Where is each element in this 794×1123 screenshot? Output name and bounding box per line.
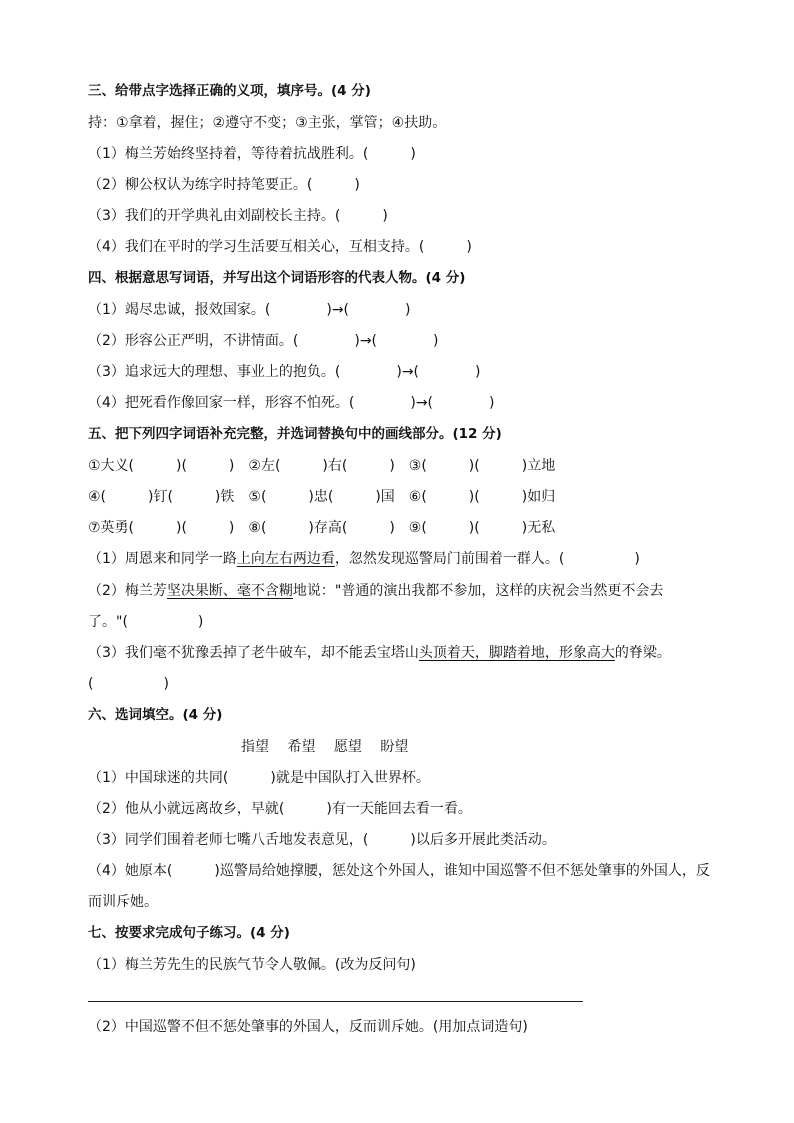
answer-line[interactable] <box>88 1001 583 1002</box>
choice-word-3: 愿望 <box>333 739 362 755</box>
section-7-question-1: （1）梅兰芳先生的民族气节令人敬佩。(改为反问句) <box>88 957 416 973</box>
choice-word-4: 盼望 <box>380 739 409 755</box>
section-6-question-4: （4）她原本( )巡警局给她撑腰，惩处这个外国人，谁知中国巡警不但不惩处肇事的外国人，反 <box>88 863 710 879</box>
section-6-question-2: （2）他从小就远离故乡，早就( )有一天能回去看一看。 <box>88 801 472 817</box>
section-4-question-1: （1）竭尽忠诚，报效国家。( )→( ) <box>88 302 411 318</box>
section-4-question-3: （3）追求远大的理想、事业上的抱负。( )→( ) <box>88 364 481 380</box>
section-5-question-2 <box>88 580 663 602</box>
question-2-suffix: 地说："普通的演出我都不参加，这样的庆祝会当然更不会去 <box>292 583 664 599</box>
section-4-title: 四、根据意思写词语，并写出这个词语形容的代表人物。(4 分) <box>88 270 466 286</box>
section-4-question-2: （2）形容公正严明，不讲情面。( )→( ) <box>88 333 439 349</box>
section-5-question-3-continued: ( ) <box>88 676 169 692</box>
question-3-underlined: 头顶着天，脚踏着地，形象高大 <box>418 645 615 661</box>
section-6-question-3: （3）同学们围着老师七嘴八舌地发表意见，( )以后多开展此类活动。 <box>88 832 556 848</box>
section-6-question-4-continued: 而训斥她。 <box>88 894 158 910</box>
question-1-prefix: （1）周恩来和同学一路 <box>88 551 237 567</box>
section-3-question-4: （4）我们在平时的学习生活要互相关心，互相支持。( ) <box>88 239 472 255</box>
question-2-underlined: 坚决果断、毫不含糊 <box>166 583 293 599</box>
question-3-prefix: （3）我们毫不犹豫丢掉了老牛破车，却不能丢宝塔山 <box>88 645 419 661</box>
section-7-title: 七、按要求完成句子练习。(4 分) <box>88 925 290 941</box>
section-3-question-2: （2）柳公权认为练字时持笔要正。( ) <box>88 177 360 193</box>
section-6-title: 六、选词填空。(4 分) <box>88 707 223 723</box>
section-5-question-2-continued: 了。"( ) <box>88 614 204 630</box>
section-3-question-1: （1）梅兰芳始终坚持着，等待着抗战胜利。( ) <box>88 146 416 162</box>
section-5-idiom-row-3: ⑦英勇( )( ) ⑧( )存高( ) ⑨( )( )无私 <box>88 520 556 536</box>
choice-word-2: 希望 <box>287 739 316 755</box>
section-5-question-3 <box>88 642 671 664</box>
section-6-question-1: （1）中国球迷的共同( )就是中国队打入世界杯。 <box>88 770 430 786</box>
section-3-question-3: （3）我们的开学典礼由刘副校长主持。( ) <box>88 208 388 224</box>
choice-word-1: 指望 <box>241 739 269 755</box>
section-4-question-4: （4）把死看作像回家一样，形容不怕死。( )→( ) <box>88 395 495 411</box>
question-3-suffix: 的脊梁。 <box>614 645 671 661</box>
section-7-question-2: （2）中国巡警不但不惩处肇事的外国人，反而训斥她。(用加点词造句) <box>88 1019 528 1035</box>
section-3-title: 三、给带点字选择正确的义项，填序号。(4 分) <box>88 83 371 99</box>
question-1-underlined: 上向左右两边看 <box>236 551 335 567</box>
question-2-prefix: （2）梅兰芳 <box>88 583 167 599</box>
section-5-idiom-row-1: ①大义( )( ) ②左( )右( ) ③( )( )立地 <box>88 458 556 474</box>
section-5-idiom-row-2: ④( )钉( )铁 ⑤( )忠( )国 ⑥( )( )如归 <box>88 489 556 505</box>
question-1-suffix: ，忽然发现巡警局门前围着一群人。( ) <box>334 551 640 567</box>
section-5-title: 五、把下列四字词语补充完整，并选词替换句中的画线部分。(12 分) <box>88 426 502 442</box>
section-3-definitions: 持：①拿着，握住；②遵守不变；③主张，掌管；④扶助。 <box>88 115 447 131</box>
section-5-question-1 <box>88 548 640 570</box>
section-6-word-choices <box>241 736 422 758</box>
